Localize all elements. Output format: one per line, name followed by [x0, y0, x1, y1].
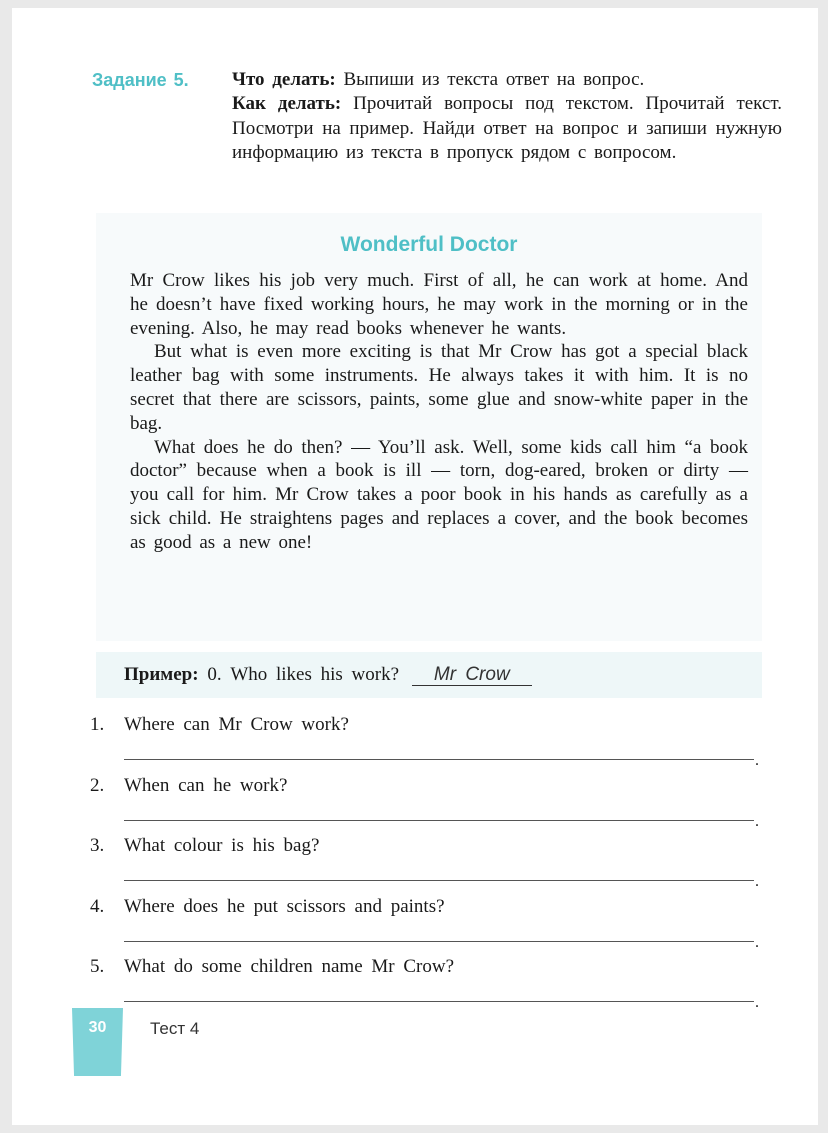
answer-line[interactable]	[124, 1001, 754, 1002]
story-paragraph: What does he do then? — You’ll ask. Well, some kids call him “a book doctor” because when a book is ill — torn, dog-eared, broken or dirty — you call for him. Mr Crow takes a poor book in his hands as carefully as a sick child. He straightens pages and replaces a cover, and the book becomes as good as a new one!	[130, 436, 748, 553]
answer-period: .	[755, 752, 759, 769]
how-text: Прочитай вопросы под текстом. Прочитай текст. Посмотри на пример. Найди ответ на вопрос и запиши нужную информацию из текста в пропуск рядом с вопросом.	[232, 93, 783, 163]
question-text: What do some children name Mr Crow?	[124, 956, 455, 977]
example-question: 0. Who likes his work?	[207, 664, 400, 685]
question-number: 5.	[90, 956, 105, 977]
question-text: Where can Mr Crow work?	[124, 714, 349, 735]
answer-line[interactable]	[124, 759, 754, 760]
example-answer: Mr Crow	[412, 665, 532, 686]
answer-period: .	[755, 994, 759, 1011]
question-number: 1.	[90, 714, 105, 735]
question-item	[90, 950, 770, 1011]
story-text	[130, 269, 748, 555]
answer-period: .	[755, 812, 759, 830]
how-label: Как делать:	[232, 93, 342, 114]
answer-line[interactable]	[124, 820, 754, 821]
question-item	[90, 890, 770, 951]
question-item	[90, 829, 770, 890]
question-text: When can he work?	[124, 774, 288, 796]
answer-period: .	[755, 933, 759, 951]
example-box	[96, 652, 762, 698]
workbook-page	[12, 8, 818, 1125]
what-label: Что делать:	[232, 69, 336, 90]
question-number: 2.	[90, 774, 105, 796]
question-number: 4.	[90, 895, 105, 917]
task-instructions	[92, 68, 782, 166]
question-item	[90, 708, 770, 769]
test-label: Тест 4	[150, 1019, 200, 1038]
story-paragraph: But what is even more exciting is that Mr Crow has got a special black leather bag with some instruments. He always takes it with him. It is no secret that there are scissors, paints, some glue and snow-white paper in the bag.	[130, 341, 748, 434]
answer-line[interactable]	[124, 941, 754, 942]
how-instructions	[232, 92, 782, 166]
question-text: What colour is his bag?	[124, 835, 320, 856]
story-box	[96, 213, 762, 641]
story-paragraph: Mr Crow likes his job very much. First of all, he can work at home. And he doesn’t have fixed working hours, he may work in the morning or in the evening. Also, he may read books whenever he wants.	[130, 270, 748, 339]
task-label: Задание 5.	[92, 70, 189, 90]
answer-line[interactable]	[124, 880, 754, 881]
question-number: 3.	[90, 835, 105, 856]
example-label: Пример:	[124, 664, 199, 685]
question-item	[90, 769, 770, 830]
question-list	[90, 708, 770, 1011]
what-text: Выпиши из текста ответ на вопрос.	[343, 69, 645, 90]
question-text: Where does he put scissors and paints?	[124, 895, 445, 917]
page-number: 30	[88, 1019, 107, 1036]
story-title: Wonderful Doctor	[340, 233, 518, 256]
answer-period: .	[755, 873, 759, 890]
